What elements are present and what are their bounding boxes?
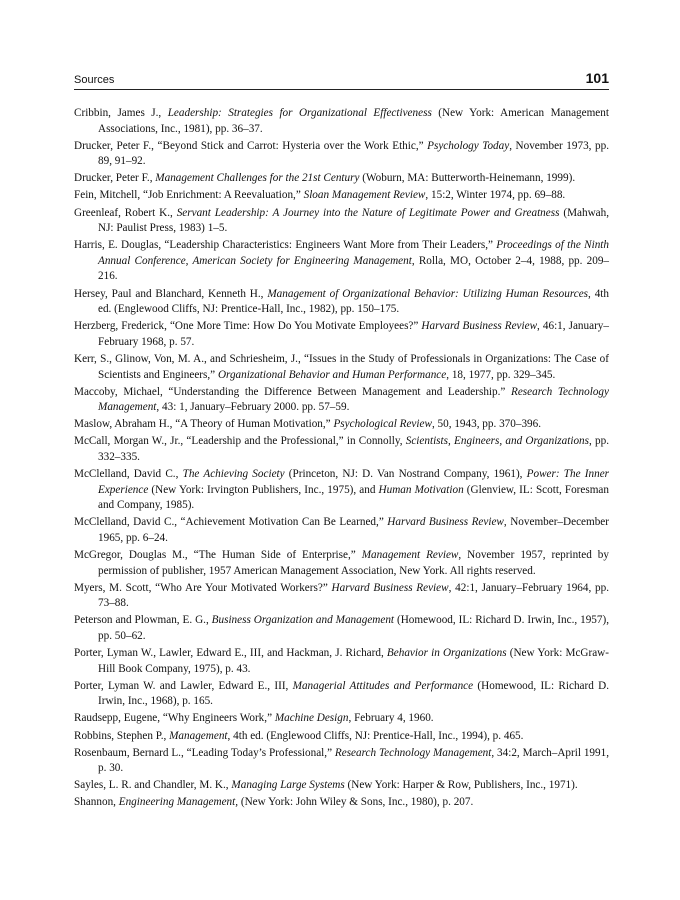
reference-text: Drucker, Peter F., <box>74 172 156 185</box>
reference-title: Human Motivation <box>378 483 464 496</box>
reference-entry <box>74 467 609 514</box>
reference-text: Porter, Lyman W. and Lawler, Edward E., III, <box>74 679 293 692</box>
reference-list <box>74 106 609 813</box>
reference-text: Robbins, Stephen P., <box>74 729 170 742</box>
reference-entry <box>74 548 609 579</box>
reference-entry <box>74 646 609 677</box>
reference-entry <box>74 746 609 777</box>
reference-text: , November–December 1965, pp. 6–24. <box>98 516 609 544</box>
reference-text: Hersey, Paul and Blanchard, Kenneth H., <box>74 287 268 300</box>
reference-text: , 4th ed. (Englewood Cliffs, NJ: Prentice-Hall, Inc., 1982), pp. 150–175. <box>98 287 610 316</box>
reference-title: Management <box>169 729 228 742</box>
reference-entry <box>74 287 609 318</box>
reference-text: Herzberg, Frederick, “One More Time: How Do You Motivate Employees?” <box>74 320 422 333</box>
reference-text: McCall, Morgan W., Jr., “Leadership and the Professional,” in Connolly, <box>74 435 406 448</box>
page-header <box>74 70 609 90</box>
reference-title: Research Technology Management <box>98 385 609 414</box>
reference-entry <box>74 795 609 811</box>
reference-text: (New York: American Management Associations, Inc., 1981), pp. 36–37. <box>98 107 609 135</box>
reference-title: Machine Design <box>274 712 349 725</box>
reference-title: Harvard Business Review <box>387 516 504 529</box>
reference-text: (Mahwah, NJ: Paulist Press, 1983) 1–5. <box>98 206 610 235</box>
reference-entry <box>74 171 609 187</box>
reference-title: Management of Organizational Behavior: Utilizing Human Resources <box>267 287 589 300</box>
reference-text: (New York: McGraw-Hill Book Company, 1975), p. 43. <box>98 647 609 675</box>
reference-text: , 42:1, January–February 1964, pp. 73–88. <box>98 581 609 610</box>
reference-text: Fein, Mitchell, “Job Enrichment: A Reevaluation,” <box>74 189 304 202</box>
reference-text: Sayles, L. R. and Chandler, M. K., <box>74 779 232 792</box>
reference-title: Managerial Attitudes and Performance <box>292 679 474 692</box>
reference-text: Maslow, Abraham H., “A Theory of Human Motivation,” <box>74 418 334 431</box>
reference-entry <box>74 778 609 794</box>
reference-title: Leadership: Strategies for Organizational Effectiveness <box>167 107 432 119</box>
reference-entry <box>74 679 609 710</box>
reference-text: (Woburn, MA: Butterworth-Heinemann, 1999). <box>359 172 576 185</box>
reference-text: Shannon, <box>74 796 119 809</box>
reference-text: Harris, E. Douglas, “Leadership Characteristics: Engineers Want More from Their Leaders,” <box>74 239 497 252</box>
reference-text: (New York: Irvington Publishers, Inc., 1975), and <box>148 483 379 496</box>
reference-title: Management Review <box>361 549 459 562</box>
reference-entry <box>74 319 609 350</box>
reference-entry <box>74 206 609 237</box>
reference-text: (New York: John Wiley & Sons, Inc., 1980), p. 207. <box>238 796 474 809</box>
reference-text: (New York: Harper & Row, Publishers, Inc., 1971). <box>344 779 578 792</box>
reference-text: Drucker, Peter F., “Beyond Stick and Carrot: Hysteria over the Work Ethic,” <box>74 139 428 152</box>
reference-entry <box>74 352 609 383</box>
reference-title: Engineering Management, <box>118 796 239 809</box>
reference-text: McGregor, Douglas M., “The Human Side of Enterprise,” <box>74 549 362 562</box>
reference-entry <box>74 417 609 433</box>
reference-text: , 43: 1, January–February 2000. pp. 57–59. <box>156 401 350 414</box>
reference-title: Psychology Today <box>427 139 510 152</box>
reference-text: Rosenbaum, Bernard L., “Leading Today’s Professional,” <box>74 746 335 759</box>
reference-text: Myers, M. Scott, “Who Are Your Motivated Workers?” <box>74 581 332 594</box>
reference-entry <box>74 385 609 416</box>
reference-text: , 15:2, Winter 1974, pp. 69–88. <box>425 189 566 202</box>
reference-title: Managing Large Systems <box>231 779 345 792</box>
reference-text: McClelland, David C., “Achievement Motivation Can Be Learned,” <box>74 516 388 529</box>
reference-title: Psychological Review <box>333 418 432 431</box>
reference-text: , November 1957, reprinted by permission of publisher, 1957 American Management Association, New York. All rights reserved. <box>98 549 609 577</box>
reference-entry <box>74 711 609 727</box>
reference-text: , Rolla, MO, October 2–4, 1988, pp. 209–216. <box>98 254 610 283</box>
section-title: Sources <box>74 74 115 86</box>
reference-entry <box>74 434 609 465</box>
reference-title: Business Organization and Management <box>211 614 395 627</box>
reference-entry <box>74 515 609 546</box>
reference-text: , February 4, 1960. <box>348 712 434 725</box>
reference-title: Power: The Inner Experience <box>98 468 610 496</box>
reference-text: Porter, Lyman W., Lawler, Edward E., III, and Hackman, J. Richard, <box>74 647 387 660</box>
reference-entry <box>74 139 609 170</box>
reference-text: , 34:2, March–April 1991, p. 30. <box>98 746 609 775</box>
reference-entry <box>74 581 609 612</box>
reference-title: Proceedings of the Ninth Annual Conference, American Society for Engineering Management <box>98 239 610 267</box>
reference-text: Maccoby, Michael, “Understanding the Difference Between Management and Leadership.” <box>74 385 511 398</box>
reference-title: Servant Leadership: A Journey into the Nature of Legitimate Power and Greatness <box>176 206 560 219</box>
reference-title: Harvard Business Review <box>421 320 538 333</box>
reference-text: Raudsepp, Eugene, “Why Engineers Work,” <box>74 712 275 725</box>
reference-text: , 46:1, January–February 1968, p. 57. <box>98 320 609 348</box>
reference-title: Organizational Behavior and Human Performance <box>217 368 447 381</box>
reference-title: Sloan Management Review <box>303 189 426 202</box>
reference-text: , 18, 1977, pp. 329–345. <box>446 368 556 381</box>
reference-title: Management Challenges for the 21st Century <box>155 172 360 185</box>
reference-title: The Achieving Society <box>182 468 285 481</box>
reference-text: Greenleaf, Robert K., <box>74 206 177 219</box>
reference-text: (Princeton, NJ: D. Van Nostrand Company, 1961), <box>284 468 527 481</box>
reference-text: Kerr, S., Glinow, Von, M. A., and Schriesheim, J., “Issues in the Study of Professionals in Organizations: The Case of Scientists and Engineers,” <box>74 352 609 381</box>
reference-text: (Homewood, IL: Richard D. Irwin, Inc., 1968), p. 165. <box>98 679 609 708</box>
reference-text: McClelland, David C., <box>74 468 183 481</box>
reference-text: , pp. 332–335. <box>98 435 610 463</box>
reference-title: Harvard Business Review <box>331 581 449 594</box>
reference-title: Behavior in Organizations <box>386 647 507 660</box>
reference-text: (Homewood, IL: Richard D. Irwin, Inc., 1957), pp. 50–62. <box>98 614 609 642</box>
reference-entry <box>74 106 609 137</box>
reference-entry <box>74 729 609 745</box>
reference-entry <box>74 613 609 644</box>
reference-text: , 50, 1943, pp. 370–396. <box>431 418 542 431</box>
reference-text: (Glenview, IL: Scott, Foresman and Company, 1985). <box>98 483 609 512</box>
reference-entry <box>74 238 609 285</box>
page-number: 101 <box>585 70 609 86</box>
reference-text: Peterson and Plowman, E. G., <box>74 614 212 627</box>
reference-text: , 4th ed. (Englewood Cliffs, NJ: Prentice-Hall, Inc., 1994), p. 465. <box>227 729 524 742</box>
reference-entry <box>74 188 609 204</box>
reference-text: , November 1973, pp. 89, 91–92. <box>98 139 609 168</box>
reference-text: Cribbin, James J., <box>74 107 168 119</box>
reference-title: Scientists, Engineers, and Organizations <box>405 435 590 448</box>
reference-title: Research Technology Management <box>334 746 492 759</box>
